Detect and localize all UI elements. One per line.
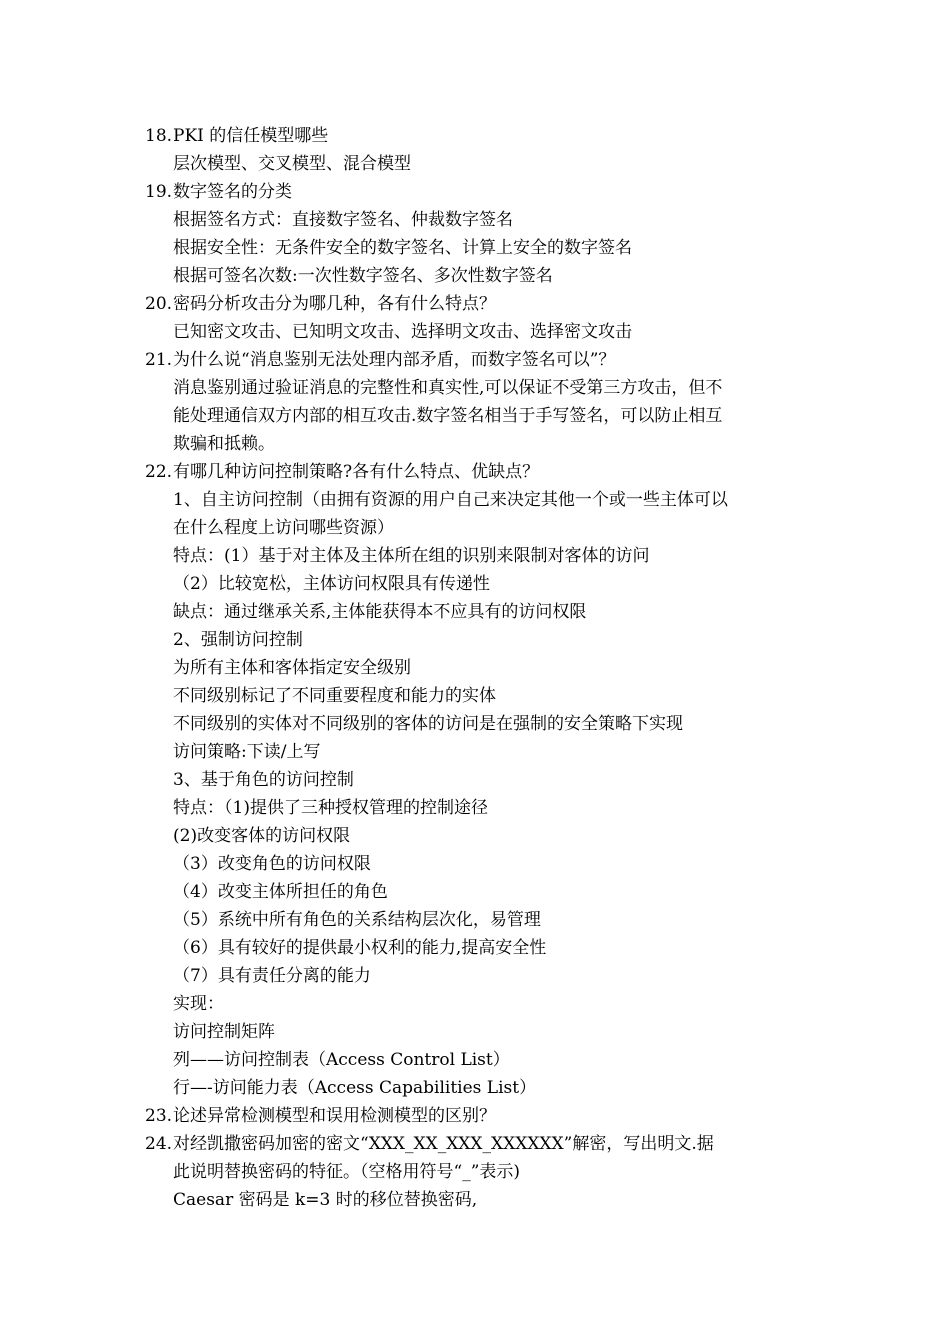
answer-line: 为所有主体和客体指定安全级别	[173, 658, 411, 678]
answer-line: 访问策略:下读/上写	[173, 742, 321, 762]
question-item	[145, 1102, 815, 1130]
question-text: 为什么说“消息鉴别无法处理内部矛盾，而数字签名可以”？	[173, 350, 616, 370]
question-item	[145, 1130, 815, 1214]
answer-line: 不同级别的实体对不同级别的客体的访问是在强制的安全策略下实现	[173, 714, 683, 734]
question-number: 23.	[145, 1106, 173, 1126]
question-text: 有哪几种访问控制策略?各有什么特点、优缺点？	[173, 462, 540, 482]
question-item	[145, 458, 815, 1102]
answer-line: 在什么程度上访问哪些资源）	[173, 518, 394, 538]
answer-line: 特点：(1）基于对主体及主体所在组的识别来限制对客体的访问	[173, 546, 650, 566]
answer-line: （5）系统中所有角色的关系结构层次化，易管理	[173, 910, 541, 930]
question-text: 对经凯撒密码加密的密文“XXX_XX_XXX_XXXXXX”解密，写出明文.据	[173, 1134, 714, 1154]
answer-line: 根据签名方式：直接数字签名、仲裁数字签名	[173, 210, 513, 230]
answer-line: 3、基于角色的访问控制	[173, 770, 354, 790]
answer-line: 2、强制访问控制	[173, 630, 303, 650]
answer-line: Caesar 密码是 k=3 时的移位替换密码,	[173, 1190, 478, 1210]
question-item	[145, 346, 815, 458]
answer-line: 层次模型、交叉模型、混合模型	[173, 154, 411, 174]
question-text: 论述异常检测模型和误用检测模型的区别？	[173, 1106, 496, 1126]
answer-line: 消息鉴别通过验证消息的完整性和真实性,可以保证不受第三方攻击，但不	[173, 378, 723, 398]
answer-line: （6）具有较好的提供最小权利的能力,提高安全性	[173, 938, 547, 958]
answer-line: 特点：（1)提供了三种授权管理的控制途径	[173, 798, 488, 818]
question-text: 密码分析攻击分为哪几种，各有什么特点？	[173, 294, 496, 314]
answer-line: 列——访问控制表（Access Control List）	[173, 1050, 510, 1070]
answer-line: 1、自主访问控制（由拥有资源的用户自己来决定其他一个或一些主体可以	[173, 490, 728, 510]
answer-line: 缺点：通过继承关系,主体能获得本不应具有的访问权限	[173, 602, 587, 622]
answer-line: （7）具有责任分离的能力	[173, 966, 371, 986]
answer-line: 已知密文攻击、已知明文攻击、选择明文攻击、选择密文攻击	[173, 322, 632, 342]
question-number: 20.	[145, 294, 173, 314]
answer-line: (2)改变客体的访问权限	[173, 826, 351, 846]
question-number: 18.	[145, 126, 173, 146]
answer-line: 行—-访问能力表（Access Capabilities List）	[173, 1078, 537, 1098]
question-number: 24.	[145, 1134, 173, 1154]
question-number: 22.	[145, 462, 173, 482]
question-number: 21.	[145, 350, 173, 370]
answer-line: 根据可签名次数:一次性数字签名、多次性数字签名	[173, 266, 553, 286]
question-text: PKI 的信任模型哪些	[173, 126, 329, 146]
question-item	[145, 122, 815, 178]
answer-line: （4）改变主体所担任的角色	[173, 882, 388, 902]
document-body	[145, 122, 815, 1214]
answer-line: 能处理通信双方内部的相互攻击.数字签名相当于手写签名，可以防止相互	[173, 406, 723, 426]
answer-line: （2）比较宽松，主体访问权限具有传递性	[173, 574, 490, 594]
question-number: 19.	[145, 182, 173, 202]
answer-line: 此说明替换密码的特征。（空格用符号“_”表示)	[173, 1162, 521, 1182]
question-item	[145, 290, 815, 346]
answer-line: 访问控制矩阵	[173, 1022, 275, 1042]
answer-line: （3）改变角色的访问权限	[173, 854, 371, 874]
answer-line: 实现：	[173, 994, 224, 1014]
answer-line: 欺骗和抵赖。	[173, 434, 275, 454]
answer-line: 不同级别标记了不同重要程度和能力的实体	[173, 686, 496, 706]
question-text: 数字签名的分类	[173, 182, 292, 202]
answer-line: 根据安全性：无条件安全的数字签名、计算上安全的数字签名	[173, 238, 632, 258]
question-item	[145, 178, 815, 290]
